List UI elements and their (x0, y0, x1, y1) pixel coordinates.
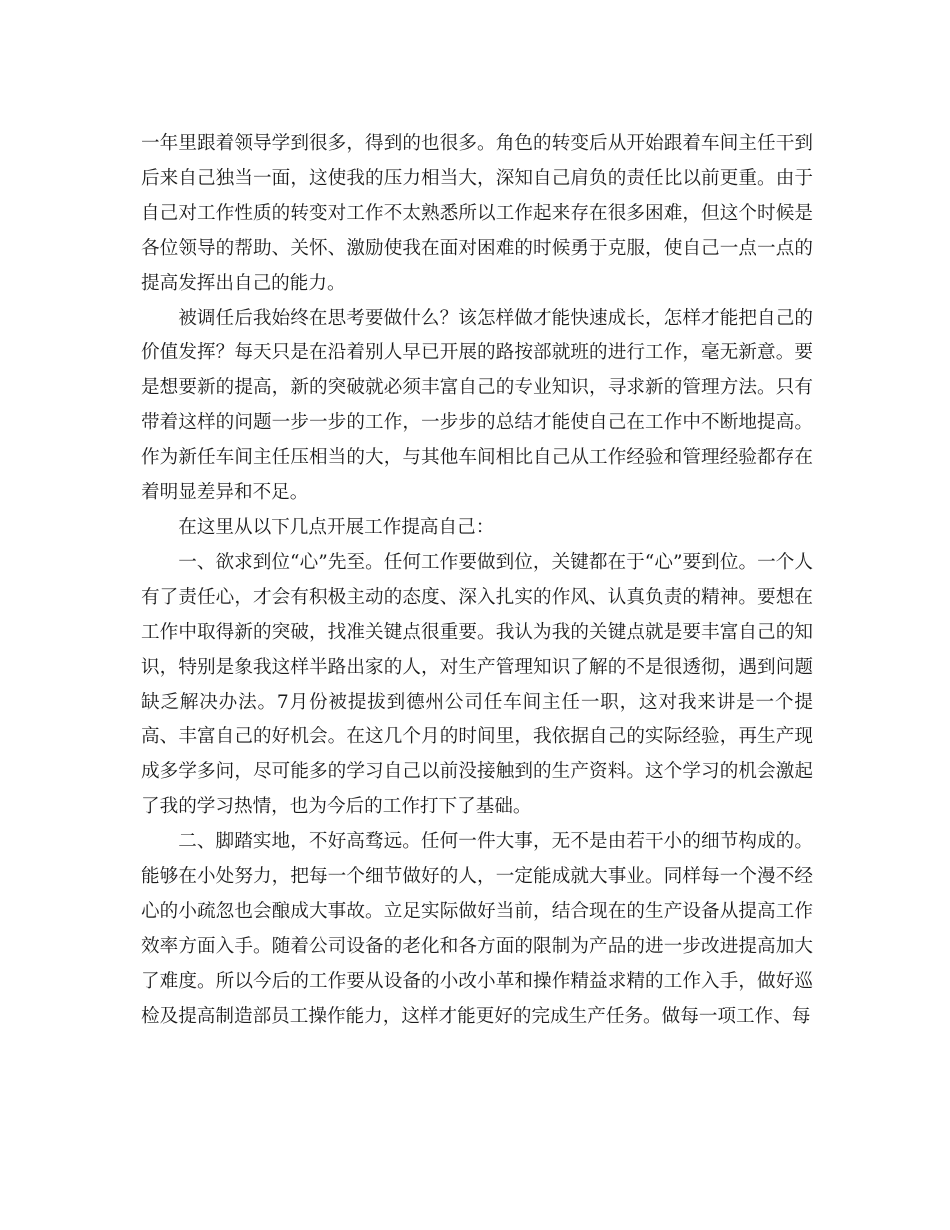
document-body (141, 127, 813, 1035)
paragraph-5: 二、脚踏实地，不好高骛远。任何一件大事，无不是由若干小的细节构成的。能够在小处努力，把每一个细节做好的人，一定能成就大事业。同样每一个漫不经心的小疏忽也会酿成大事故。立足实际做好当前，结合现在的生产设备从提高工作效率方面入手。随着公司设备的老化和各方面的限制为产品的进一步改进提高加大了难度。所以今后的工作要从设备的小改小革和操作精益求精的工作入手，做好巡检及提高制造部员工操作能力，这样才能更好的完成生产任务。做每一项工作、每 (141, 831, 813, 1027)
paragraph-4: 一、欲求到位“心”先至。任何工作要做到位，关键都在于“心”要到位。一个人有了责任心，才会有积极主动的态度、深入扎实的作风、认真负责的精神。要想在工作中取得新的突破，找准关键点很重要。我认为我的关键点就是要丰富自己的知识，特别是象我这样半路出家的人，对生产管理知识了解的不是很透彻，遇到问题缺乏解决办法。7月份被提拔到德州公司任车间主任一职，这对我来讲是一个提高、丰富自己的好机会。在这几个月的时间里，我依据自己的实际经验，再生产现成多学多问，尽可能多的学习自己以前没接触到的生产资料。这个学习的机会激起了我的学习热情，也为今后的工作打下了基础。 (141, 551, 813, 818)
paragraph-1: 一年里跟着领导学到很多，得到的也很多。角色的转变后从开始跟着车间主任干到后来自己独当一面，这使我的压力相当大，深知自己肩负的责任比以前更重。由于自己对工作性质的转变对工作不太熟悉所以工作起来存在很多困难，但这个时候是各位领导的帮助、关怀、激励使我在面对困难的时候勇于克服，使自己一点一点的提高发挥出自己的能力。 (141, 133, 813, 294)
paragraph-3: 在这里从以下几点开展工作提高自己： (178, 516, 495, 538)
paragraph-2: 被调任后我始终在思考要做什么？该怎样做才能快速成长，怎样才能把自己的价值发挥？每天只是在沿着别人早已开展的路按部就班的进行工作，毫无新意。要是想要新的提高，新的突破就必须丰富自己的专业知识，寻求新的管理方法。只有带着这样的问题一步一步的工作，一步步的总结才能使自己在工作中不断地提高。作为新任车间主任压相当的大，与其他车间相比自己从工作经验和管理经验都存在着明显差异和不足。 (141, 307, 813, 504)
